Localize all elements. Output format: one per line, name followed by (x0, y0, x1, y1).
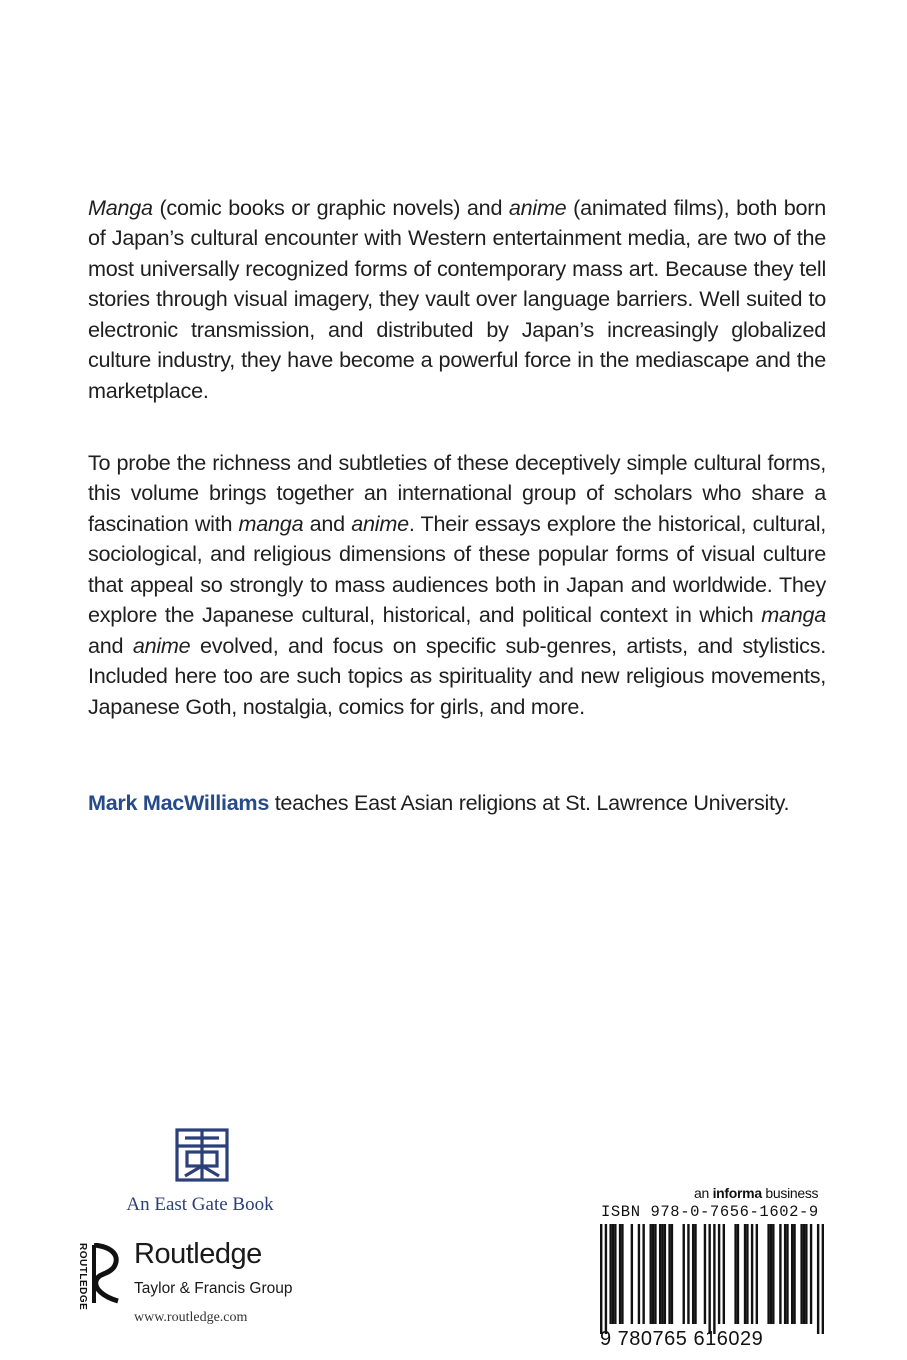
barcode-bar (600, 1224, 602, 1334)
east-gate-book-label: An East Gate Book (126, 1194, 274, 1215)
barcode-bar (664, 1224, 666, 1324)
barcode-bar (793, 1224, 795, 1324)
barcode-bar (612, 1224, 614, 1324)
barcode-bar (692, 1224, 694, 1324)
routledge-vertical-wordmark: ROUTLEDGE (77, 1243, 88, 1311)
barcode-bar (642, 1224, 644, 1324)
isbn-number: ISBN 978-0-7656-1602-9 (601, 1203, 819, 1221)
author-bio (88, 788, 848, 818)
author-name: Mark MacWilliams (88, 790, 270, 815)
east-gate-logo-icon (175, 1128, 229, 1182)
barcode-bar (683, 1224, 685, 1324)
barcode-bar (734, 1224, 736, 1324)
barcode-bar (708, 1224, 710, 1334)
barcode-bar (746, 1224, 748, 1324)
barcode-bar (718, 1224, 720, 1324)
informa-business-tagline: an informa business (694, 1185, 819, 1201)
barcode-bar (786, 1224, 788, 1324)
barcode-bar (654, 1224, 656, 1324)
barcode-bar (614, 1224, 616, 1324)
barcode-bar (723, 1224, 725, 1324)
author-bio-text: teaches East Asian religions at St. Lawrence University. (269, 790, 790, 815)
barcode-bar (791, 1224, 793, 1324)
barcode-bar (805, 1224, 807, 1324)
barcode-bar (671, 1224, 673, 1324)
barcode-bar (668, 1224, 670, 1324)
barcode-bar (779, 1224, 781, 1324)
barcode-bar (744, 1224, 746, 1324)
barcode-bar (800, 1224, 802, 1324)
barcode-bar (772, 1224, 774, 1324)
barcode-bar (767, 1224, 769, 1324)
barcode-bar (659, 1224, 661, 1324)
barcode-bar (631, 1224, 633, 1324)
barcode-bar (810, 1224, 812, 1324)
barcode-bar (751, 1224, 753, 1324)
barcode-bar (822, 1224, 824, 1334)
barcode-bar (694, 1224, 696, 1324)
barcode-bar (803, 1224, 805, 1324)
barcode-bar (638, 1224, 640, 1324)
routledge-logo-icon (92, 1243, 122, 1305)
barcode-bar (661, 1224, 663, 1324)
barcode-bar (817, 1224, 819, 1334)
barcode-bar (605, 1224, 607, 1334)
barcode-bar (621, 1224, 623, 1324)
barcode-bar (756, 1224, 758, 1324)
barcode-bar (650, 1224, 652, 1324)
barcode-bar (713, 1224, 715, 1334)
description-paragraph-1: Manga (comic books or graphic novels) and anime (animated films), both born of Japan’s cultural encounter with Western entertainment media, are two of the most universally recognized forms of contemporary mass art. Because they tell stories through visual imagery, they vault over language barriers. Well suited to electronic transmission, and distributed by Japan’s increasingly globalized culture industry, they have become a powerful force in the mediascape and the marketplace. (88, 194, 826, 403)
barcode-bar (619, 1224, 621, 1324)
barcode-bar (737, 1224, 739, 1324)
publisher-name: Routledge (134, 1238, 262, 1270)
description-paragraph-2: To probe the richness and subtleties of these deceptively simple cultural forms, this volume brings together an international group of scholars who share a fascination with manga and anime. Their essays explore the historical, cultural, sociological, and religious dimensions of these popular forms of visual culture that appeal so strongly to mass audiences both in Japan and worldwide. They explore the Japanese cultural, historical, and political context in which manga and anime evolved, and focus on specific sub-genres, artists, and stylistics. Included here too are such topics as spirituality and new religious movements, Japanese Goth, nostalgia, comics for girls, and more. (88, 449, 826, 719)
barcode-bar (784, 1224, 786, 1324)
barcode-bar (687, 1224, 689, 1324)
barcode-bar (652, 1224, 654, 1324)
barcode-bar (609, 1224, 611, 1324)
barcode-bar (704, 1224, 706, 1324)
barcode-digits: 9 780765 616029 (600, 1328, 764, 1350)
isbn-barcode (600, 1224, 824, 1334)
publisher-url[interactable]: www.routledge.com (134, 1310, 248, 1325)
publisher-group: Taylor & Francis Group (134, 1280, 293, 1297)
barcode-bar (770, 1224, 772, 1324)
